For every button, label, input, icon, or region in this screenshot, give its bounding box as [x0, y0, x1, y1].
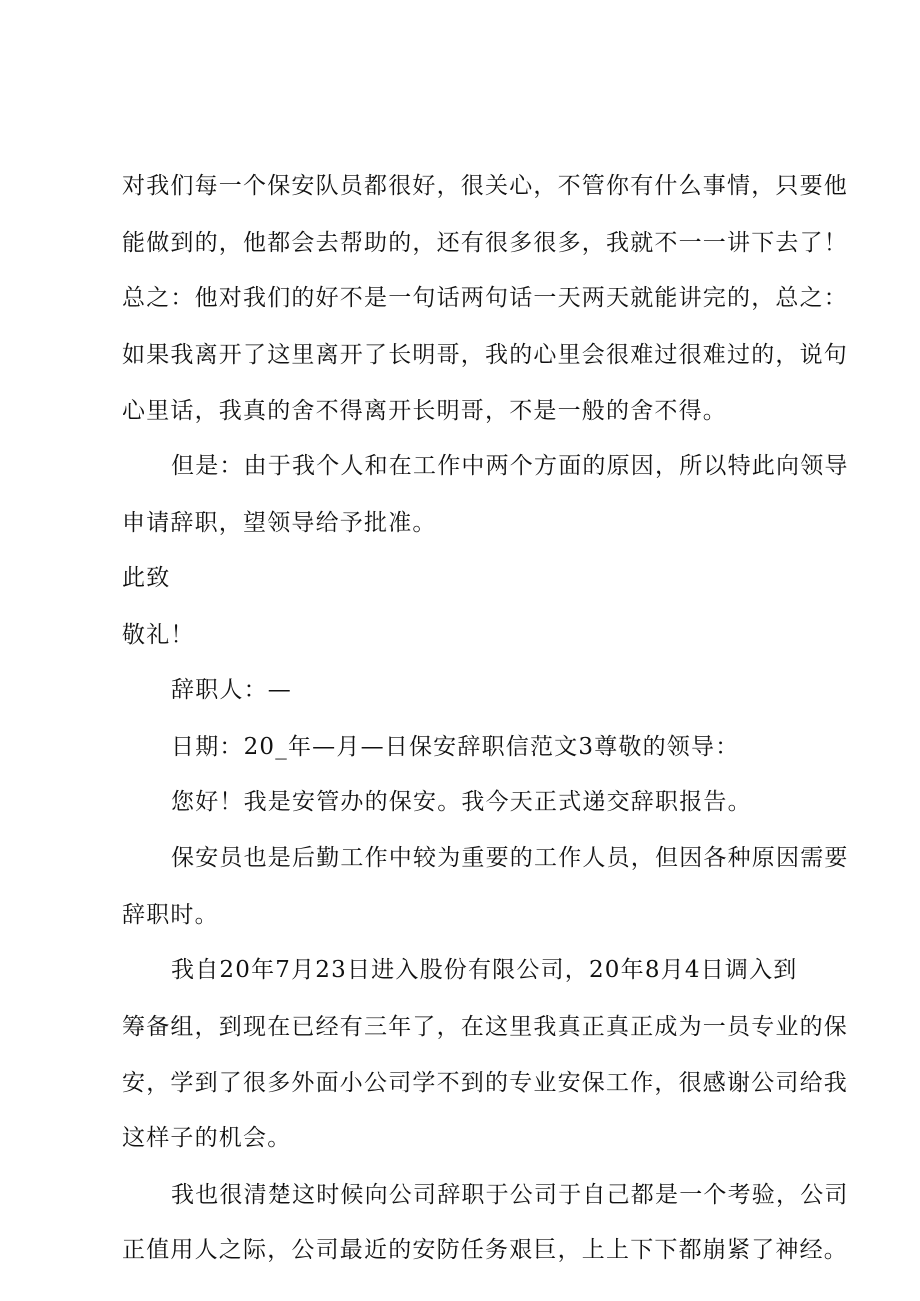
text-line: 这样子的机会。	[122, 1125, 292, 1151]
text-line: 正值用人之际，公司最近的安防任务艰巨，上上下下都崩紧了神经。	[122, 1237, 848, 1263]
text-line: 能做到的，他都会去帮助的，还有很多很多，我就不一一讲下去了！	[122, 230, 848, 256]
signer-line: 辞职人：—	[171, 677, 292, 703]
text-line: 如果我离开了这里离开了长明哥，我的心里会很难过很难过的，说句	[122, 342, 848, 368]
text-line: 对我们每一个保安队员都很好，很关心，不管你有什么事情，只要他	[122, 173, 848, 199]
greeting-line: 您好！我是安管办的保安。我今天正式递交辞职报告。	[171, 789, 752, 815]
paragraph-start-line: 我也很清楚这时候向公司辞职于公司于自己都是一个考验，公司	[171, 1182, 849, 1208]
text-line: 安，学到了很多外面小公司学不到的专业安保工作，很感谢公司给我	[122, 1070, 848, 1096]
text-line: 筹备组，到现在已经有三年了，在这里我真正真正成为一员专业的保	[122, 1014, 848, 1040]
text-line: 心里话，我真的舍不得离开长明哥，不是一般的舍不得。	[122, 398, 727, 424]
text-line: 辞职时。	[122, 902, 219, 928]
paragraph-start-line: 保安员也是后勤工作中较为重要的工作人员，但因各种原因需要	[171, 845, 849, 871]
paragraph-start-line: 但是：由于我个人和在工作中两个方面的原因，所以特此向领导	[171, 453, 849, 479]
paragraph-start-line: 我自20年7月23日进入股份有限公司，20年8月4日调入到	[171, 957, 798, 983]
closing-respect: 敬礼！	[122, 622, 195, 648]
text-line: 总之：他对我们的好不是一句话两句话一天两天就能讲完的，总之：	[122, 285, 848, 311]
date-line: 日期：20_年—月—日保安辞职信范文3尊敬的领导：	[171, 734, 740, 760]
text-line: 申请辞职，望领导给予批准。	[122, 510, 437, 536]
closing-salutation: 此致	[122, 565, 171, 591]
